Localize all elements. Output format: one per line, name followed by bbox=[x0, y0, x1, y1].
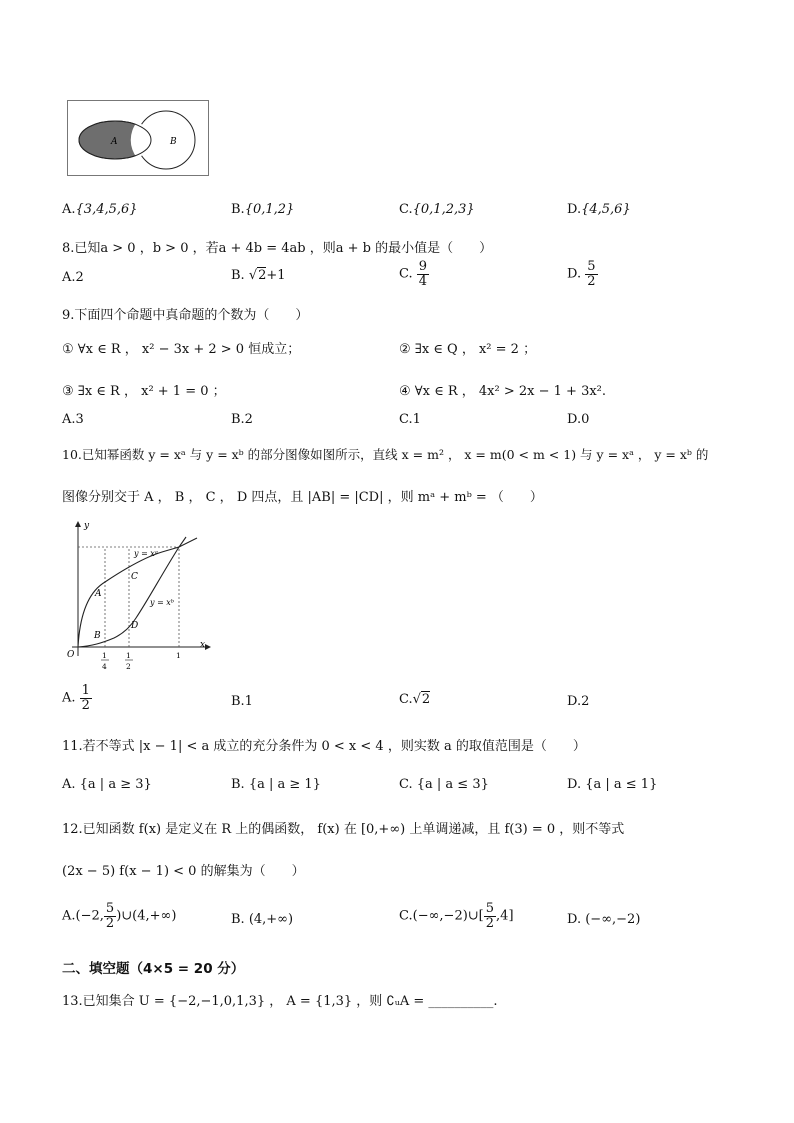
option-letter: D. bbox=[567, 202, 582, 217]
option-letter: C. bbox=[399, 266, 413, 282]
curve-b-label: y = xᵇ bbox=[150, 598, 175, 607]
tick-half-den: 2 bbox=[126, 662, 131, 671]
option-letter: A. bbox=[62, 202, 76, 217]
q8-stem: 8.已知a > 0 ，b > 0 ，若a + 4b = 4ab ，则a + b 的最小值是（ ） bbox=[62, 241, 493, 256]
q10-option-a[interactable] bbox=[62, 684, 92, 712]
q9-option-a[interactable]: A.3 bbox=[62, 412, 84, 427]
option-text: {4,5,6} bbox=[581, 202, 631, 217]
q8-option-b[interactable] bbox=[231, 268, 286, 283]
fraction-denominator: 2 bbox=[485, 915, 495, 931]
option-text: {3,4,5,6} bbox=[75, 202, 138, 217]
point-b-label: B bbox=[94, 631, 101, 641]
tick-half-num: 1 bbox=[126, 651, 131, 660]
fraction-numerator: 5 bbox=[105, 901, 115, 916]
option-letter: C. bbox=[399, 202, 413, 217]
point-c-label: C bbox=[131, 572, 138, 582]
q12-option-a[interactable] bbox=[62, 902, 176, 930]
q9-stem: 9.下面四个命题中真命题的个数为（ ） bbox=[62, 308, 309, 323]
option-letter: B. bbox=[231, 268, 245, 283]
q12-option-b[interactable]: B. (4,+∞) bbox=[231, 912, 294, 927]
sqrt-value: 2 bbox=[421, 692, 431, 707]
origin-label: O bbox=[67, 650, 75, 660]
section-title: 二、填空题（4×5 = 20 分） bbox=[62, 961, 245, 977]
q12-option-d[interactable]: D. (−∞,−2) bbox=[567, 912, 641, 927]
q7-option-d[interactable] bbox=[567, 202, 631, 217]
fraction bbox=[104, 902, 116, 930]
option-letter: B. bbox=[231, 202, 245, 217]
option-letter: A. bbox=[62, 908, 76, 924]
q9-proposition-1: ① ∀x ∈ R ， x² − 3x + 2 > 0 恒成立； bbox=[62, 342, 301, 357]
q10-stem-line1: 10.已知幂函数 y = xᵃ 与 y = xᵇ 的部分图像如图所示，直线 x = m² ， x = m(0 < m < 1) 与 y = xᵃ ， y = xᵇ 的 bbox=[62, 447, 709, 462]
q8-option-a[interactable]: A.2 bbox=[62, 270, 84, 285]
q9-proposition-4: ④ ∀x ∈ R ， 4x² > 2x − 1 + 3x². bbox=[399, 384, 607, 399]
q9-option-d[interactable]: D.0 bbox=[567, 412, 590, 427]
q13-stem: 13.已知集合 U = {−2,−1,0,1,3} ， A = {1,3} ，则 ∁ᵤA = __________. bbox=[62, 994, 498, 1009]
option-text: (−2, bbox=[75, 908, 104, 924]
q12-stem-line2: (2x − 5) f(x − 1) < 0 的解集为（ ） bbox=[62, 864, 305, 879]
option-text: )∪(4,+∞) bbox=[116, 908, 177, 924]
q9-proposition-3: ③ ∃x ∈ R ， x² + 1 = 0 ； bbox=[62, 384, 226, 399]
q9-option-c[interactable]: C.1 bbox=[399, 412, 421, 427]
q12-option-c[interactable] bbox=[399, 902, 514, 930]
q11-option-d[interactable]: D. {a | a ≤ 1} bbox=[567, 777, 658, 792]
option-text: {0,1,2} bbox=[244, 202, 295, 217]
fraction bbox=[585, 260, 597, 288]
venn-label-a: A bbox=[111, 137, 118, 147]
q11-option-c[interactable]: C. {a | a ≤ 3} bbox=[399, 777, 489, 792]
q9-proposition-2: ② ∃x ∈ Q ， x² = 2 ； bbox=[399, 342, 537, 357]
q8-option-d[interactable] bbox=[567, 260, 598, 288]
fraction-numerator: 9 bbox=[418, 259, 428, 274]
option-letter: C. bbox=[399, 908, 413, 924]
tick-one: 1 bbox=[176, 651, 181, 660]
q11-option-b[interactable]: B. {a | a ≥ 1} bbox=[231, 777, 321, 792]
option-letter: C. bbox=[399, 692, 413, 707]
q10-option-d[interactable]: D.2 bbox=[567, 694, 590, 709]
fraction-denominator: 2 bbox=[105, 915, 115, 931]
fraction-numerator: 5 bbox=[485, 901, 495, 916]
venn-diagram bbox=[67, 100, 210, 177]
option-letter: D. bbox=[567, 266, 582, 282]
venn-label-b: B bbox=[170, 137, 177, 147]
sqrt-sign: √ bbox=[412, 692, 421, 707]
q11-option-a[interactable]: A. {a | a ≥ 3} bbox=[62, 777, 152, 792]
option-text: ,4] bbox=[496, 908, 514, 924]
tick-quarter-num: 1 bbox=[102, 651, 107, 660]
sqrt-sign: √ bbox=[248, 268, 258, 283]
curve-a-label: y = xᵃ bbox=[134, 549, 158, 558]
option-text: {0,1,2,3} bbox=[412, 202, 475, 217]
q7-option-a[interactable] bbox=[62, 202, 138, 217]
q7-option-c[interactable] bbox=[399, 202, 475, 217]
fraction-numerator: 5 bbox=[587, 259, 596, 274]
fraction-numerator: 1 bbox=[81, 683, 90, 698]
fraction bbox=[484, 902, 496, 930]
fraction bbox=[417, 260, 429, 288]
fraction-denominator: 2 bbox=[587, 273, 596, 289]
q10-option-c[interactable] bbox=[399, 692, 430, 707]
point-a-label: A bbox=[95, 589, 102, 599]
q10-stem-line2: 图像分别交于 A ， B ， C ， D 四点，且 |AB| = |CD| ，则 mᵃ + mᵇ = （ ） bbox=[62, 490, 543, 505]
option-text: (−∞,−2)∪[ bbox=[412, 908, 484, 924]
q7-option-b[interactable] bbox=[231, 202, 294, 217]
fraction-denominator: 2 bbox=[81, 697, 90, 713]
q10-option-b[interactable]: B.1 bbox=[231, 694, 253, 709]
q8-option-c[interactable] bbox=[399, 260, 429, 288]
q9-option-b[interactable]: B.2 bbox=[231, 412, 253, 427]
y-axis-label: y bbox=[84, 521, 90, 531]
x-axis-label: x bbox=[200, 640, 206, 650]
tick-quarter-den: 4 bbox=[102, 662, 107, 671]
sqrt-value: 2 bbox=[258, 268, 267, 283]
fraction-denominator: 4 bbox=[418, 273, 428, 289]
option-letter: A. bbox=[62, 690, 76, 706]
fraction bbox=[80, 684, 92, 712]
power-function-graph bbox=[62, 516, 222, 678]
q12-stem-line1: 12.已知函数 f(x) 是定义在 R 上的偶函数， f(x) 在 [0,+∞) 上单调递减，且 f(3) = 0 ，则不等式 bbox=[62, 822, 625, 837]
option-text: +1 bbox=[266, 268, 286, 283]
point-d-label: D bbox=[131, 621, 139, 631]
q11-stem: 11.若不等式 |x − 1| < a 成立的充分条件为 0 < x < 4 ，则实数 a 的取值范围是（ ） bbox=[62, 739, 586, 754]
